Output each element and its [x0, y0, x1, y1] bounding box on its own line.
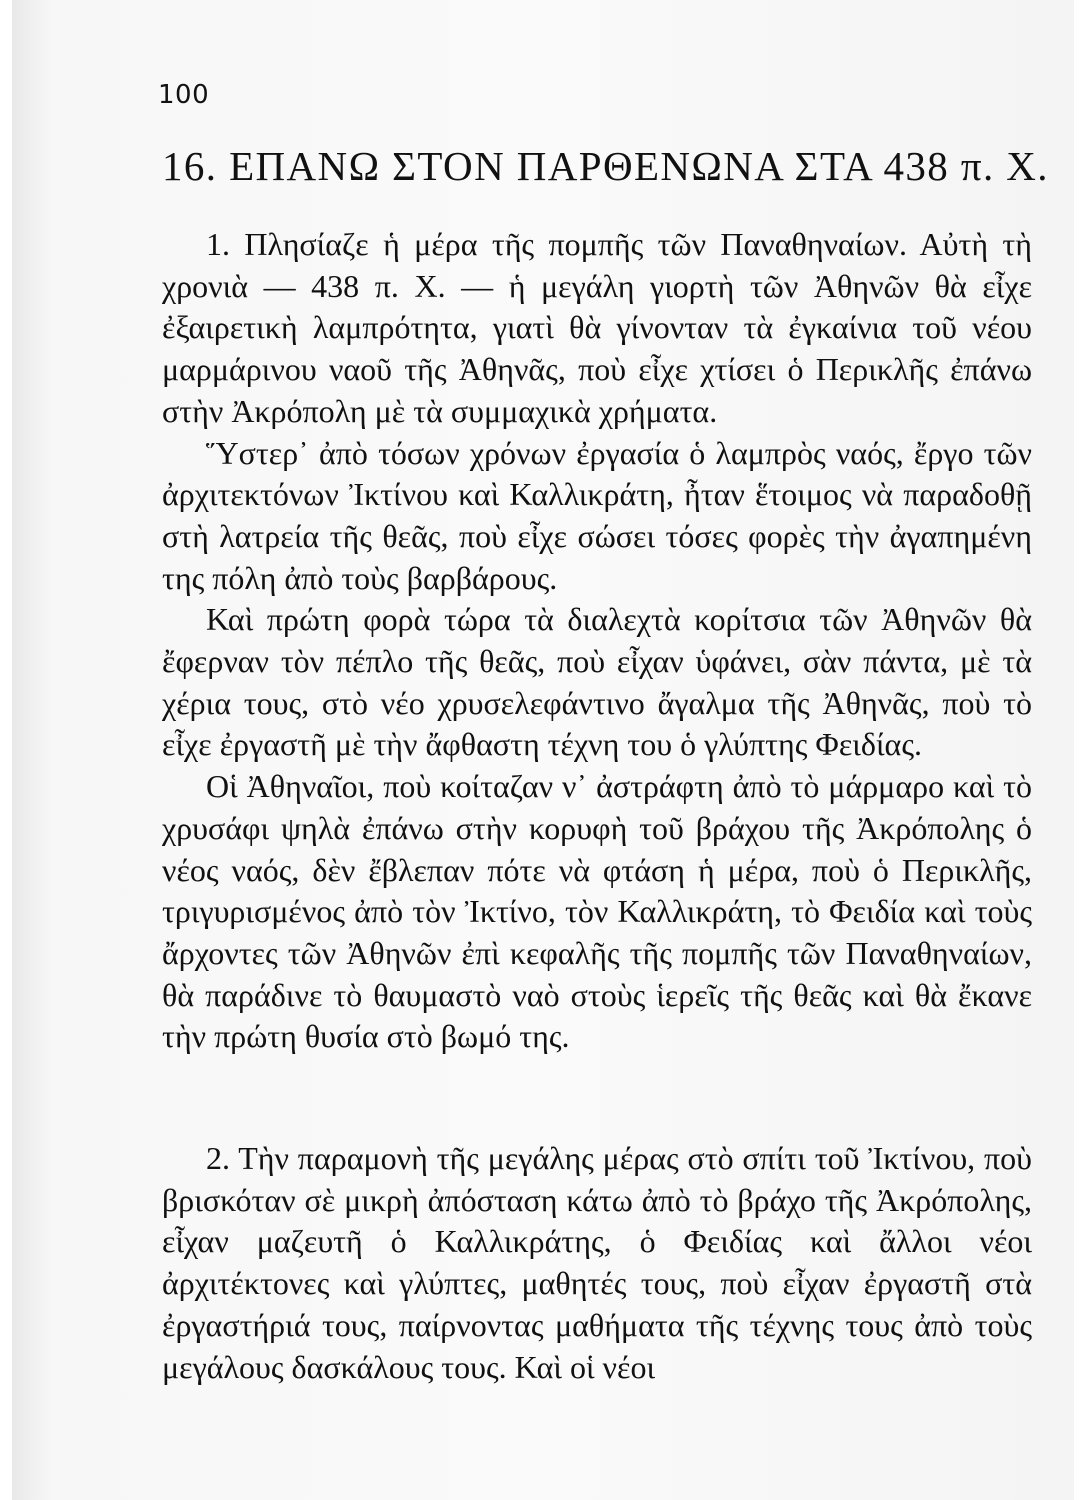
section-1	[162, 224, 1032, 1058]
paragraph: 2. Τὴν παραμονὴ τῆς μεγάλης μέρας στὸ σπίτι τοῦ Ἰκτίνου, ποὺ βρισκόταν σὲ μικρὴ ἀπόσταση κάτω ἀπὸ τὸ βράχο τῆς Ἀκρόπολης, εἶχαν μαζευτῆ ὁ Καλλικράτης, ὁ Φειδίας καὶ ἄλλοι νέοι ἀρχιτέκτονες καὶ γλύπτες, μαθητές τους, ποὺ εἶχαν ἐργαστῆ στὰ ἐργαστήριά τους, παίρνοντας μαθήματα τῆς τέχνης τους ἀπὸ τοὺς μεγάλους δασκάλους τους. Καὶ οἱ νέοι	[162, 1140, 1032, 1385]
paragraph: 1. Πλησίαζε ἡ μέρα τῆς πομπῆς τῶν Παναθηναίων. Αὐτὴ τὴ χρονιὰ — 438 π. Χ. — ἡ μεγάλη γιορτὴ τῶν Ἀθηνῶν θὰ εἶχε ἐξαιρετικὴ λαμπρότητα, γιατὶ θὰ γίνονταν τὰ ἐγκαίνια τοῦ νέου μαρμάρινου ναοῦ τῆς Ἀθηνᾶς, ποὺ εἶχε χτίσει ὁ Περικλῆς ἐπάνω στὴν Ἀκρόπολη μὲ τὰ συμμαχικὰ χρήματα.	[162, 226, 1032, 429]
paragraph: Καὶ πρώτη φορὰ τώρα τὰ διαλεχτὰ κορίτσια τῶν Ἀθηνῶν θὰ ἔφερναν τὸν πέπλο τῆς θεᾶς, ποὺ εἶχαν ὑφάνει, σὰν πάντα, μὲ τὰ χέρια τους, στὸ νέο χρυσελεφάντινο ἄγαλμα τῆς Ἀθηνᾶς, ποὺ τὸ εἶχε ἐργαστῆ μὲ τὴν ἄφθαστη τέχνη του ὁ γλύπτης Φειδίας.	[162, 601, 1032, 763]
page-edge	[1074, 0, 1088, 1500]
section-2	[162, 1138, 1032, 1388]
paragraph: Οἱ Ἀθηναῖοι, ποὺ κοίταζαν ν᾿ ἀστράφτη ἀπὸ τὸ μάρμαρο καὶ τὸ χρυσάφι ψηλὰ ἐπάνω στὴν κορυφὴ τοῦ βράχου τῆς Ἀκρόπολης ὁ νέος ναός, δὲν ἔβλεπαν πότε νὰ φτάση ἡ μέρα, ποὺ ὁ Περικλῆς, τριγυρισμένος ἀπὸ τὸν Ἰκτίνο, τὸν Καλλικράτη, τὸ Φειδία καὶ τοὺς ἄρχοντες τῶν Ἀθηνῶν ἐπὶ κεφαλῆς τῆς πομπῆς τῶν Παναθηναίων, θὰ παράδινε τὸ θαυμαστὸ ναὸ στοὺς ἱερεῖς τῆς θεᾶς καὶ θὰ ἔκανε τὴν πρώτη θυσία στὸ βωμό της.	[162, 768, 1032, 1055]
page-number: 100	[158, 80, 210, 110]
chapter-title: 16. ΕΠΑΝΩ ΣΤΟΝ ΠΑΡΘΕΝΩΝΑ ΣΤΑ 438 π. Χ.	[162, 143, 1049, 189]
paragraph: Ὕστερ᾿ ἀπὸ τόσων χρόνων ἐργασία ὁ λαμπρὸς ναός, ἔργο τῶν ἀρχιτεκτόνων Ἰκτίνου καὶ Καλλικράτη, ἦταν ἕτοιμος νὰ παραδοθῇ στὴ λατρεία τῆς θεᾶς, ποὺ εἶχε σώσει τόσες φορὲς τὴν ἀγαπημένη της πόλη ἀπὸ τοὺς βαρβάρους.	[162, 434, 1032, 596]
